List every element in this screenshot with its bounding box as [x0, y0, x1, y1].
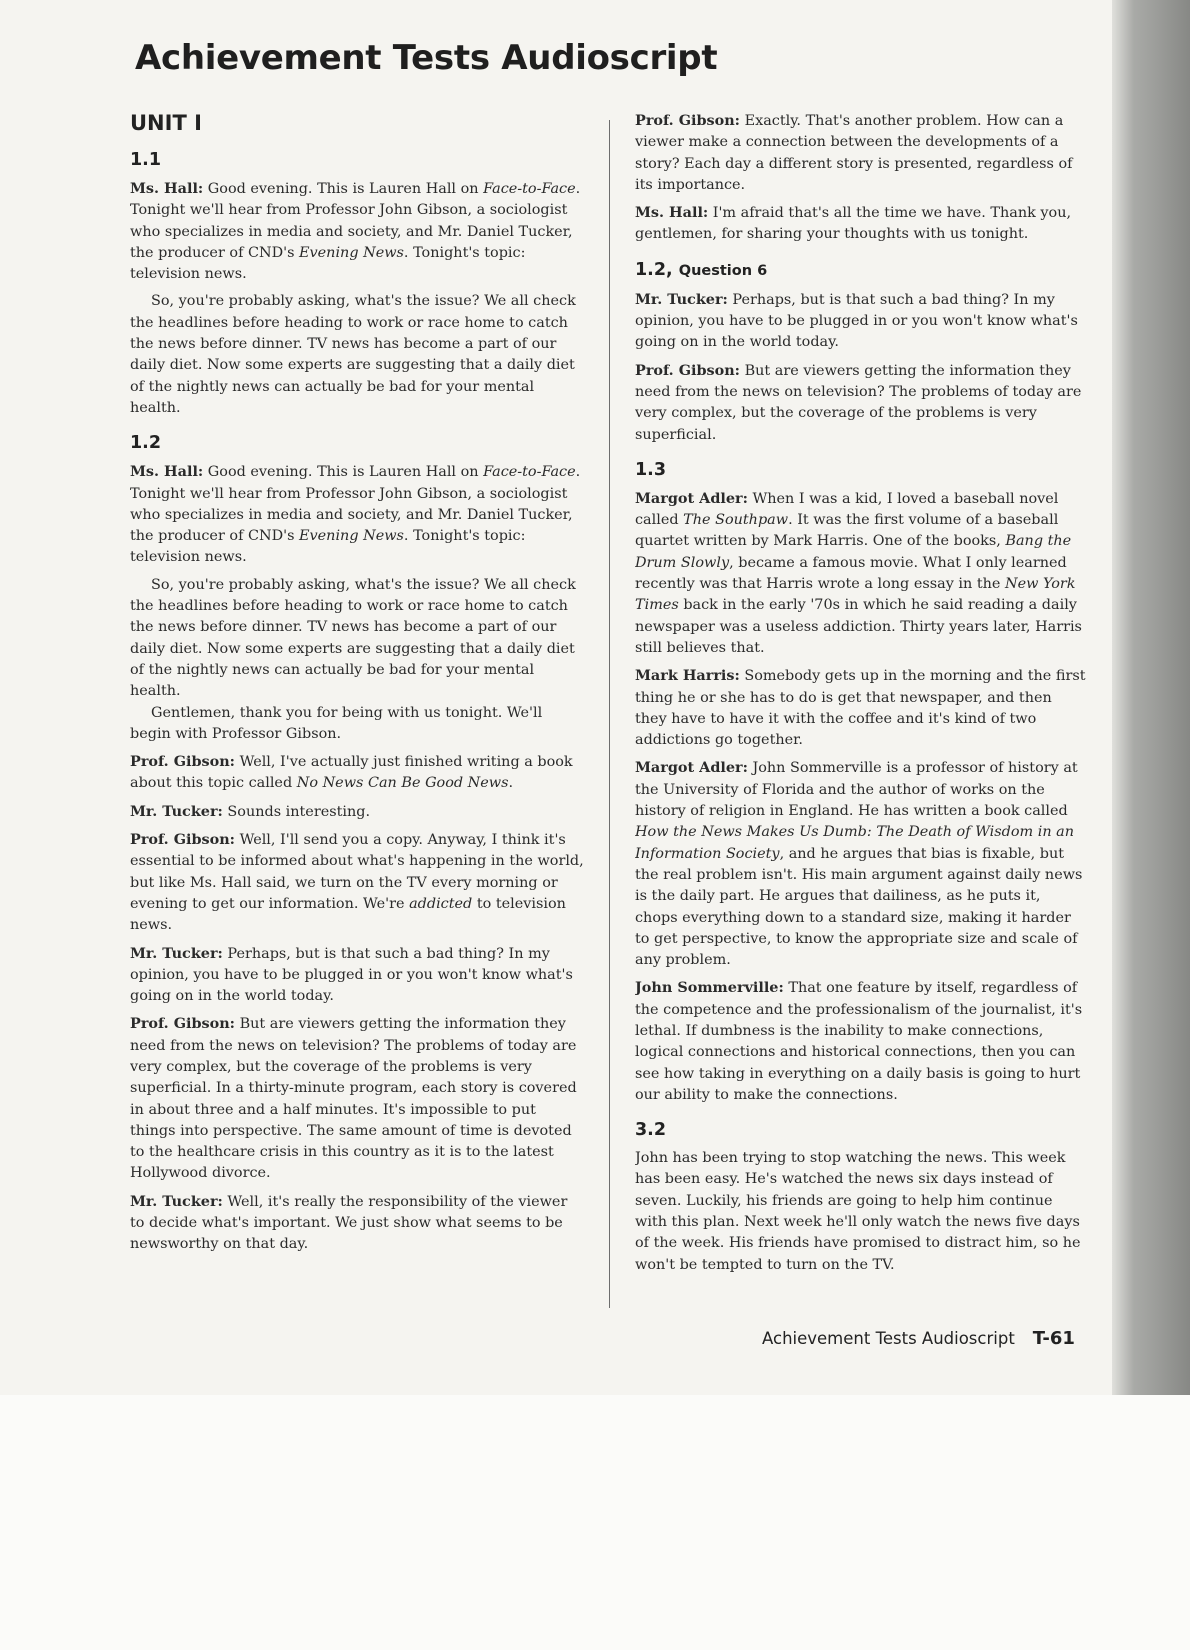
speaker-label: Ms. Hall: — [130, 463, 204, 481]
narration-paragraph: So, you're probably asking, what's the issue? We all check the headlines before heading to work or race home to catch the news before dinner. TV news has become a part of our daily diet. Now some experts are suggesting that a daily diet of the nightly news can actually be bad for your mental health. — [130, 576, 576, 700]
dialogue-paragraph: Mark Harris: Somebody gets up in the morning and the first thing he or she has to do is get that newspaper, and then they have to have it with the coffee and it's kind of two addictions go together. — [635, 667, 1086, 749]
speaker-label: Mark Harris: — [635, 667, 740, 685]
section-heading-1-3: 1.3 — [635, 459, 667, 480]
dialogue-paragraph: Margot Adler: When I was a kid, I loved a baseball novel called The Southpaw. It was the first volume of a baseball quartet written by Mark Harris. One of the books, Bang the Drum Slowly, became a famous movie. What I only learned recently was that Harris wrote a long essay in the New York Times back in the early '70s in which he said reading a daily newspaper was a useless addiction. Thirty years later, Harris still believes that. — [635, 489, 1082, 656]
section-heading-1-1: 1.1 — [130, 150, 162, 170]
dialogue-paragraph: Mr. Tucker: Perhaps, but is that such a bad thing? In my opinion, you have to be plugged in or you won't know what's going on in the world today. — [130, 944, 573, 1005]
speaker-label: Mr. Tucker: — [635, 290, 728, 308]
left-column — [130, 110, 585, 1310]
section-heading-1-2-question-6: 1.2, Question 6 — [635, 259, 768, 280]
dialogue-paragraph: Prof. Gibson: But are viewers getting the information they need from the news on television? The problems of today are very complex, but the coverage of the problems is very superficial. In a thirty-minute program, each story is covered in about three and a half minutes. It's impossible to put things into perspective. The same amount of time is devoted to the healthcare crisis in this country as it is to the latest Hollywood divorce. — [130, 1015, 577, 1182]
speaker-label: Mr. Tucker: — [130, 1192, 223, 1210]
speaker-label: Prof. Gibson: — [635, 112, 740, 129]
dialogue-paragraph: Mr. Tucker: Sounds interesting. — [130, 802, 371, 820]
dialogue-paragraph: Margot Adler: John Sommerville is a professor of history at the University of Florida and the author of works on the history of religion in England. He has written a book called How the News Makes Us Dumb: The Death of Wisdom in an Information Society, and he argues that bias is fixable, but the real problem isn't. His main argument against daily news is the daily part. He argues that dailiness, as he puts it, chops everything down to a standard size, making it harder to get perspective, to know the appropriate size and scale of any problem. — [635, 759, 1083, 969]
speaker-label: Margot Adler: — [635, 759, 748, 777]
dialogue-paragraph: Prof. Gibson: Well, I'll send you a copy. Anyway, I think it's essential to be informed about what's happening in the world, but like Ms. Hall said, we turn on the TV every morning or evening to get our information. We're addicted to television news. — [130, 831, 584, 934]
speaker-label: John Sommerville: — [635, 979, 784, 997]
speaker-label: Mr. Tucker: — [130, 944, 223, 962]
column-divider — [609, 120, 610, 1308]
dialogue-paragraph: Ms. Hall: I'm afraid that's all the time we have. Thank you, gentlemen, for sharing your thoughts with us tonight. — [635, 204, 1072, 243]
speaker-label: Prof. Gibson: — [130, 1015, 235, 1033]
dialogue-paragraph: Mr. Tucker: Perhaps, but is that such a bad thing? In my opinion, you have to be plugged in or you won't know what's going on in the world today. — [635, 290, 1078, 351]
dialogue-paragraph: Mr. Tucker: Well, it's really the responsibility of the viewer to decide what's important. We just show what seems to be newsworthy on that day. — [130, 1192, 568, 1253]
speaker-label: Prof. Gibson: — [635, 361, 740, 379]
page-footer — [762, 1328, 1075, 1349]
speaker-label: Mr. Tucker: — [130, 802, 223, 820]
page-binding-edge — [1112, 0, 1190, 1395]
speaker-label: Margot Adler: — [635, 489, 748, 507]
narration-paragraph: Gentlemen, thank you for being with us tonight. We'll begin with Professor Gibson. — [130, 704, 543, 742]
dialogue-paragraph: Prof. Gibson: Well, I've actually just finished writing a book about this topic called No News Can Be Good News. — [130, 753, 573, 792]
unit-heading: UNIT I — [130, 111, 202, 135]
speaker-label: Ms. Hall: — [130, 180, 204, 197]
speaker-label: Prof. Gibson: — [130, 753, 235, 771]
dialogue-paragraph: John Sommerville: That one feature by itself, regardless of the competence and the professionalism of the journalist, it's lethal. If dumbness is the inability to make connections, logical connections and historical connections, then you can see how taking in everything on a daily basis is going to hurt our ability to make the connections. — [635, 979, 1083, 1103]
dialogue-paragraph: Ms. Hall: Good evening. This is Lauren Hall on Face-to-Face. Tonight we'll hear from Professor John Gibson, a sociologist who specializes in media and society, and Mr. Daniel Tucker, the producer of CND's Evening News. Tonight's topic: television news. — [130, 463, 581, 566]
dialogue-paragraph: Ms. Hall: Good evening. This is Lauren Hall on Face-to-Face. Tonight we'll hear from Professor John Gibson, a sociologist who specializes in media and society, and Mr. Daniel Tucker, the producer of CND's Evening News. Tonight's topic: television news. — [130, 180, 581, 283]
page-title: Achievement Tests Audioscript — [135, 38, 718, 78]
page-number: T-61 — [1032, 1328, 1075, 1349]
section-heading-3-2: 3.2 — [635, 1120, 667, 1141]
speaker-label: Ms. Hall: — [635, 204, 709, 222]
section-heading-1-2: 1.2 — [130, 433, 162, 454]
narration-paragraph: John has been trying to stop watching the news. This week has been easy. He's watched the news six days instead of seven. Luckily, his friends are going to help him continue with this plan. Next week he'll only watch the news five days of the week. His friends have promised to distract him, so he won't be tempted to turn on the TV. — [635, 1150, 1081, 1273]
dialogue-paragraph: Prof. Gibson: Exactly. That's another problem. How can a viewer make a connection between the developments of a story? Each day a different story is presented, regardless of its importance. — [635, 112, 1073, 193]
dialogue-paragraph: Prof. Gibson: But are viewers getting the information they need from the news on television? The problems of today are very complex, but the coverage of the problems is very superficial. — [635, 361, 1082, 443]
right-column — [635, 110, 1087, 1310]
narration-paragraph: So, you're probably asking, what's the issue? We all check the headlines before heading to work or race home to catch the news before dinner. TV news has become a part of our daily diet. Now some experts are suggesting that a daily diet of the nightly news can actually be bad for your mental health. — [130, 293, 576, 416]
footer-label: Achievement Tests Audioscript — [762, 1329, 1015, 1348]
speaker-label: Prof. Gibson: — [130, 831, 235, 849]
